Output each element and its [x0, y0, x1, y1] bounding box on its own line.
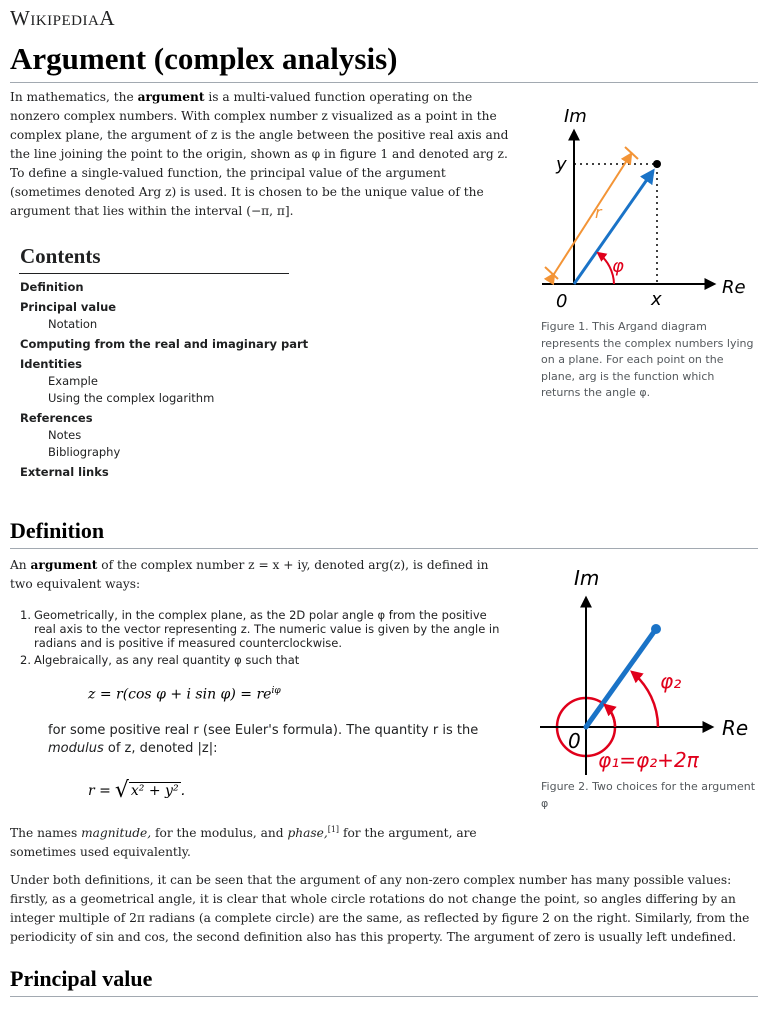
toc-item[interactable]: Notation	[48, 317, 98, 331]
names-paragraph: The names magnitude, for the modulus, and phase,[1] for the argument, are sometimes used equivalently.	[10, 825, 477, 860]
definition-list	[20, 608, 510, 667]
toc-item[interactable]: Using the complex logarithm	[48, 391, 215, 405]
toc-divider	[19, 273, 289, 274]
definition-bold-term: argument	[30, 558, 98, 572]
point-z	[653, 160, 661, 168]
figure1-caption: Figure 1. This Argand diagram represents the complex numbers lying on a plane. For each point on the plane, arg is the function which returns the angle φ.	[541, 320, 754, 399]
wikipedia-wordmark[interactable]	[10, 6, 115, 31]
vector-z	[586, 629, 656, 727]
definition-intro: An argument of the complex number z = x + iy, denoted arg(z), is defined in two equivalent ways:	[10, 558, 489, 591]
euler-equation: z = r(cos φ + i $\sin \varphi) = re^{i\varphi}$	[88, 686, 281, 703]
toc-item[interactable]: References	[20, 411, 93, 425]
phi2-arc	[632, 672, 658, 727]
label-im: Im	[564, 106, 587, 127]
modulus-text: for some positive real r (see Euler's formula). The quantity r is the modulus of z, denoted |z|:	[48, 723, 479, 756]
toc-item[interactable]: Notes	[48, 428, 82, 442]
modulus-equation: r = √ x² + y² .	[88, 778, 186, 803]
list-item: 1. Geometrically, in the complex plane, as the 2D polar angle φ from the positive real axis to the vector representing z. The numeric value is given by the angle in radians and is positive if measured counterclockwise.	[20, 608, 500, 651]
toc-item[interactable]: Computing from the real and imaginary part	[20, 337, 309, 351]
toc-item[interactable]: Example	[48, 374, 98, 388]
label-re: Re	[722, 716, 749, 740]
list-item: 2. Algebraically, as any real quantity φ such that	[20, 652, 300, 667]
toc-item[interactable]: Identities	[20, 357, 83, 371]
label-origin: 0	[556, 291, 568, 312]
title-divider	[10, 82, 758, 83]
wordmark-initial: W	[10, 6, 31, 30]
reference-link[interactable]: [1]	[327, 825, 340, 834]
label-x: x	[651, 289, 662, 310]
label-origin: 0	[568, 729, 581, 753]
figure2-two-choices	[536, 560, 762, 776]
intro-paragraph: In mathematics, the argument is a multi-valued function operating on the nonzero complex numbers. With complex number z visualized as a point in the complex plane, the argument of z is the angle between the positive real axis and the line joining the point to the origin, shown as φ in figure 1 and denoted arg z. To define a single-valued function, the principal value of the argument (sometimes denoted Arg z) is used. It is chosen to be the unique value of the argument that lies within the interval (−π, π].	[10, 90, 509, 218]
principal-divider	[10, 996, 758, 997]
wordmark-final: A	[99, 6, 115, 30]
label-phi1: φ₁=φ₂+2π	[598, 748, 699, 772]
figure1-argand-diagram	[536, 96, 762, 312]
definition-paragraph-2: Under both definitions, it can be seen that the argument of any non-zero complex number has many possible values: firstly, as a geometrical angle, it is clear that whole circle rotations do not change the point, so angles differing by an integer multiple of 2π radians (a complete circle) are the same, as reflected by figure 2 on the right. Similarly, from the periodicity of sin and cos, the second definition also has this property. The argument of zero is usually left undefined.	[10, 873, 750, 944]
table-of-contents	[20, 280, 320, 480]
toc-item[interactable]: External links	[20, 465, 109, 479]
label-phi: φ	[612, 256, 624, 277]
point-z	[651, 624, 661, 634]
figure2-caption: Figure 2. Two choices for the argument φ	[541, 780, 756, 810]
toc-title: Contents	[20, 244, 101, 268]
wordmark-rest: ikipedia	[30, 6, 100, 30]
label-re: Re	[722, 277, 746, 298]
toc-item[interactable]: Bibliography	[48, 445, 121, 459]
toc-item[interactable]: Principal value	[20, 300, 117, 314]
label-y: y	[556, 154, 567, 175]
label-r: r	[595, 203, 602, 222]
principal-value-heading: Principal value	[10, 966, 153, 991]
intro-bold-term: argument	[137, 90, 205, 104]
page-title: Argument (complex analysis)	[10, 41, 398, 76]
definition-divider	[10, 548, 758, 549]
definition-heading: Definition	[10, 518, 105, 543]
toc-item[interactable]: Definition	[20, 280, 84, 294]
label-im: Im	[574, 566, 600, 590]
label-phi2: φ₂	[660, 669, 682, 693]
